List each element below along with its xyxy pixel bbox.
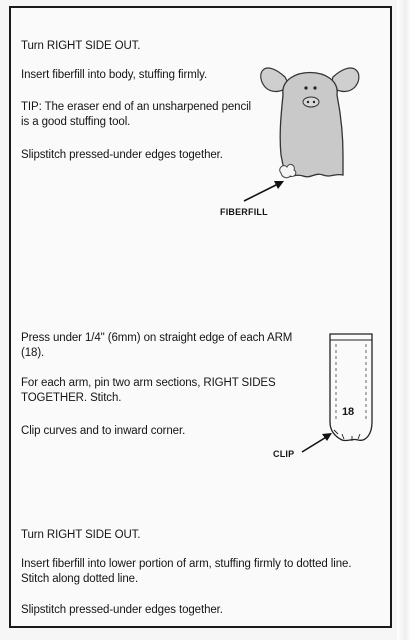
fiberfill-label: FIBERFILL: [220, 207, 268, 217]
step-slipstitch: Slipstitch pressed-under edges together.: [21, 149, 223, 161]
fiberfill-arrow: [240, 175, 290, 205]
arm-piece-number: 18: [342, 406, 355, 418]
clip-arrow: [300, 428, 340, 458]
step-turn-right-side-out-2: Turn RIGHT SIDE OUT.: [21, 529, 141, 541]
step-insert-fiberfill: Insert fiberfill into body, stuffing firmly.: [21, 69, 208, 81]
step-pin-arm-sections: For each arm, pin two arm sections, RIGHT SIDES TOGETHER. Stitch.: [21, 377, 276, 404]
clip-label: CLIP: [273, 449, 295, 459]
step-clip-curves: Clip curves and to inward corner.: [21, 425, 186, 437]
pig-body-illustration: [255, 55, 365, 185]
tip-text: TIP: The eraser end of an unsharpened pencil is a good stuffing tool.: [21, 101, 252, 128]
step-insert-fiberfill-arm: Insert fiberfill into lower portion of arm, stuffing firmly to dotted line. Stitch along dotted line.: [21, 558, 352, 585]
page-edge: [397, 0, 411, 640]
step-slipstitch-2: Slipstitch pressed-under edges together.: [21, 604, 223, 616]
step-turn-right-side-out: Turn RIGHT SIDE OUT.: [21, 40, 141, 52]
step-press-under: Press under 1/4" (6mm) on straight edge of each ARM (18).: [21, 332, 293, 359]
